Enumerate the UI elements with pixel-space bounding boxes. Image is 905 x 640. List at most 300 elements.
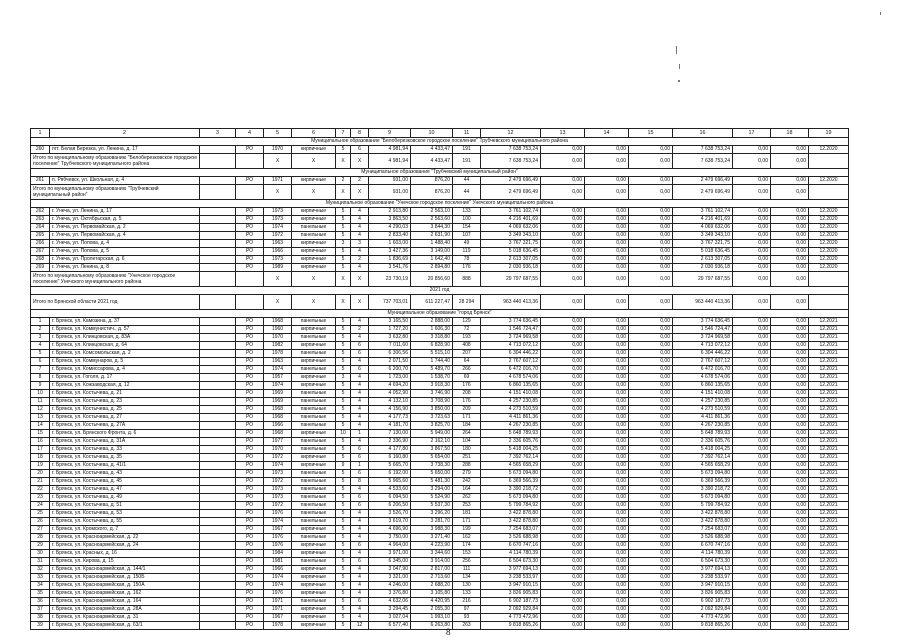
table-cell: кирпичные [292,574,336,582]
table-cell: 4 [351,382,369,390]
table-cell: 20 [31,470,50,478]
table-cell: 4 [351,406,369,414]
table-cell: 5 [336,534,351,542]
table-cell: 1974 [264,462,292,470]
table-cell: 260 [31,146,50,154]
table-cell: 6 [31,358,50,366]
table-cell: X [292,154,336,169]
table-cell: 266 [453,366,481,374]
table-cell: 5 [336,510,351,518]
table-cell: 0,00 [585,177,629,185]
table-cell: 3 [336,240,351,248]
table-cell: 0,00 [541,574,585,582]
table-cell: 5 [336,550,351,558]
table-cell: 97 [453,606,481,614]
table-cell: 1989 [264,264,292,272]
table-cell: РО [236,582,264,590]
table-cell: 7 392 762,14 [673,454,733,462]
table-cell: 0,00 [771,574,809,582]
table-cell: 6 369 566,39 [673,478,733,486]
table-cell: 5 [336,264,351,272]
table-cell: 10 [31,390,50,398]
table-cell: г. Брянск, ул. Костычева, д. 21 [50,390,200,398]
table-cell: 6 [351,146,369,154]
table-cell: 12.2021 [809,398,849,406]
table-cell: 0,00 [541,146,585,154]
table-cell: 29 797 687,55 [673,272,733,287]
table-row [31,382,849,390]
table-cell: 0,00 [541,470,585,478]
table-cell: 0,00 [771,614,809,622]
table-cell: 12.2021 [809,574,849,582]
table-cell: 0,00 [733,422,771,430]
table-cell [200,590,236,598]
table-cell: 1 [31,129,50,138]
table-cell: 8 [351,478,369,486]
table-cell [200,154,236,169]
table-cell: г. Брянск, ул. Клинцовская, д. 83А [50,334,200,342]
table-cell: 888 [453,272,481,287]
table-cell [200,430,236,438]
table-cell: X [264,272,292,287]
table-cell [200,606,236,614]
table-cell: 5 [336,334,351,342]
table-cell: 1976 [264,510,292,518]
table-cell: г. Брянск, ул. Костычева, д. 33 [50,446,200,454]
table-cell: РО [236,146,264,154]
table-cell: 0,00 [585,366,629,374]
table-cell: 0,00 [771,382,809,390]
table-cell: РО [236,566,264,574]
table-cell: 4 181,70 [369,422,411,430]
table-cell: 23 730,19 [369,272,411,287]
table-cell: 0,00 [629,542,673,550]
table-cell: 5 018 636,45 [673,248,733,256]
table-cell: 3 047,90 [369,566,411,574]
table-cell: 20 856,60 [411,272,453,287]
table-cell: 0,00 [771,598,809,606]
table-cell: 0,00 [629,382,673,390]
table-cell: 265 [31,232,50,240]
table-cell: 12.2020 [809,177,849,185]
table-cell: 12.2021 [809,470,849,478]
table-cell: 6 [351,542,369,550]
table-cell: 0,00 [541,342,585,350]
table-cell: 18 [31,454,50,462]
table-cell: РО [236,534,264,542]
table-cell: 0,00 [585,334,629,342]
table-cell: 4 [351,526,369,534]
table-cell: 2021 год [31,287,849,295]
table-cell [200,350,236,358]
table-cell: 0,00 [541,232,585,240]
table-cell: 5 [31,350,50,358]
table-cell: 4 151 410,08 [673,390,733,398]
table-cell: г. Брянск, ул. Кирова, д. 15 [50,558,200,566]
table-cell: 0,00 [629,358,673,366]
table-cell: 3 750,00 [369,534,411,542]
table-row [31,342,849,350]
table-cell: 1974 [264,224,292,232]
table-cell: 0,00 [629,318,673,326]
table-cell: РО [236,502,264,510]
table-cell: 5 [336,366,351,374]
table-cell: 7 392 762,14 [481,454,541,462]
table-cell: РО [236,208,264,216]
table-cell [200,510,236,518]
table-cell: 4 [236,129,264,138]
table-cell: 25 [31,510,50,518]
table-cell: 0,00 [733,446,771,454]
table-cell: 0,00 [585,414,629,422]
table-cell: г. Брянск, ул. Костычева, д. 45 [50,478,200,486]
table-cell: г. Брянск, ул. Костычева, д. 27 [50,414,200,422]
table-cell: г. Брянск, ул. Красноармейская, д. 31 [50,614,200,622]
table-cell [200,256,236,264]
table-cell: 876,20 [411,177,453,185]
table-cell: 0,00 [771,462,809,470]
table-cell: г. Брянск, ул. Гоголя, д. 17 [50,374,200,382]
table-cell: 3 027,04 [369,614,411,622]
table-cell: 12.2021 [809,326,849,334]
table-cell: кирпичные [292,590,336,598]
table-cell: X [351,185,369,200]
table-cell: 12.2021 [809,606,849,614]
table-cell: 3 [351,240,369,248]
table-cell: 3 526 688,98 [481,534,541,542]
table-cell: 5 [336,614,351,622]
table-cell: 2 888,00 [411,318,453,326]
table-cell: 176 [453,264,481,272]
table-cell: РО [236,374,264,382]
table-cell: 3 977 694,13 [481,566,541,574]
table-cell: 6 [351,598,369,606]
table-cell: 261 [31,177,50,185]
table-cell: 5 [336,438,351,446]
table-cell: 12.2021 [809,462,849,470]
table-cell: 4 433,47 [411,146,453,154]
register-table-sheet [30,128,848,630]
table-cell: 5 [336,350,351,358]
table-cell: 0,00 [629,550,673,558]
table-cell: 4 [351,574,369,582]
table-cell: РО [236,454,264,462]
table-cell: 4 052,90 [369,390,411,398]
table-cell: 7 638 753,24 [481,154,541,169]
table-cell: 19 [809,129,849,138]
table-cell: 0,00 [585,614,629,622]
table-cell: 12.2021 [809,446,849,454]
table-cell: 0,00 [629,590,673,598]
table-cell: г. Брянск, ул. Камозина, д. 37 [50,318,200,326]
table-cell: 0,00 [629,256,673,264]
table-cell: г. Унеча, ул. Ленина, д. 8 [50,264,200,272]
table-cell: 2 479 696,49 [673,185,733,200]
table-cell: 0,00 [585,295,629,310]
table-cell: 4 257 230,85 [673,398,733,406]
table-cell: 3 708,90 [411,398,453,406]
table-cell: 12.2021 [809,430,849,438]
table-row [31,470,849,478]
table-cell: панельные [292,486,336,494]
table-cell: РО [236,240,264,248]
table-cell [809,185,849,200]
table-cell: 0,00 [585,550,629,558]
table-cell [200,566,236,574]
table-cell [200,454,236,462]
table-cell: 6 902 187,73 [673,598,733,606]
table-cell: 0,00 [771,566,809,574]
table-cell: 4 [351,582,369,590]
table-row [31,248,849,256]
table-cell: 1981 [264,558,292,566]
table-cell: г. Брянск, ул. Костычева, д. 27А [50,422,200,430]
table-cell: 8 [31,374,50,382]
table-row [31,240,849,248]
table-cell: 2 563,10 [411,208,453,216]
table-cell: 0,00 [541,414,585,422]
table-cell: 0,00 [629,478,673,486]
table-cell: 5 665,70 [369,462,411,470]
table-cell: Муниципальное образование "Трубчевский муниципальный район" [31,169,849,177]
table-cell: 12.2021 [809,494,849,502]
table-cell: 6 306,56 [369,350,411,358]
table-cell: 4 [351,550,369,558]
table-cell: 3 422 878,80 [673,518,733,526]
scan-speck [676,46,677,54]
table-cell: 251 [453,454,481,462]
table-cell: 0,00 [733,185,771,200]
table-cell: 0,00 [733,406,771,414]
table-cell: 199 [453,526,481,534]
table-cell: 0,00 [733,494,771,502]
table-cell: 5 [336,574,351,582]
table-cell: 0,00 [585,526,629,534]
table-cell: 7 130,00 [369,430,411,438]
table-cell: 4 411 861,36 [481,414,541,422]
table-cell: 129 [453,318,481,326]
table-cell: 0,00 [541,398,585,406]
table-cell: 5 648 789,93 [481,430,541,438]
table-row [31,438,849,446]
table-cell: 4 678 574,06 [481,374,541,382]
table-cell [200,582,236,590]
table-cell: 5 [336,542,351,550]
table-cell [200,598,236,606]
table-cell: 253 [453,502,481,510]
table-cell: 7 638 753,24 [673,146,733,154]
table-cell [200,494,236,502]
table-cell: 4 981,94 [369,146,411,154]
table-cell: 1968 [264,414,292,422]
table-row [31,422,849,430]
table-cell: 0,00 [771,582,809,590]
table-cell: 1973 [264,494,292,502]
table-cell: 69 [453,374,481,382]
table-cell: 0,00 [771,518,809,526]
table-cell: 0,00 [541,526,585,534]
table-cell: 0,00 [771,558,809,566]
table-cell: 267 [31,248,50,256]
table-cell: панельные [292,534,336,542]
table-cell: 4 773 472,96 [673,614,733,622]
table-cell: 1968 [264,318,292,326]
table-cell: 0,00 [629,406,673,414]
table-cell: 0,00 [771,358,809,366]
table-cell: 1966 [264,566,292,574]
table-cell: 12.2021 [809,558,849,566]
table-cell: 7 [336,129,351,138]
table-cell: 4 [351,374,369,382]
table-cell: 0,00 [585,154,629,169]
table-cell: 0,00 [585,606,629,614]
table-cell: 4 114 780,39 [673,550,733,558]
table-cell [200,534,236,542]
table-cell: 5 [336,526,351,534]
table-body [31,129,849,630]
table-cell: 0,00 [771,486,809,494]
table-cell: 10 [336,430,351,438]
table-cell: г. Брянск, ул. Красноармейская, д. 144/1 [50,566,200,574]
table-cell: 104 [453,438,481,446]
table-cell: 0,00 [629,177,673,185]
table-cell [200,390,236,398]
table-cell: 0,00 [733,454,771,462]
table-cell: 4 216 401,69 [673,216,733,224]
table-cell: 2 713,60 [411,574,453,582]
table-cell: 4 216 401,69 [481,216,541,224]
table-cell: 2 [351,177,369,185]
table-cell: г. Брянск, ул. Брянского Фронта, д. 6 [50,430,200,438]
table-cell: 5 [336,606,351,614]
table-cell: 7 638 753,24 [673,154,733,169]
table-cell: 5 [336,470,351,478]
table-cell: 0,00 [733,264,771,272]
table-row [31,216,849,224]
table-cell: 29 [31,542,50,550]
table-cell: 3 344,60 [411,550,453,558]
table-cell: 4 290,03 [369,224,411,232]
table-cell: 0,00 [541,614,585,622]
table-cell: 0,00 [733,534,771,542]
table-cell [236,154,264,169]
table-cell: г. Брянск, ул. Костычева, д. 25 [50,406,200,414]
table-cell: 3 867,50 [411,446,453,454]
table-cell: 0,00 [585,510,629,518]
table-cell: 4 696,90 [369,526,411,534]
table-cell: 18 [771,129,809,138]
table-cell: 12.2021 [809,366,849,374]
table-cell [200,326,236,334]
table-cell: 5 [336,598,351,606]
table-cell: 876,20 [411,185,453,200]
table-cell: 0,00 [771,422,809,430]
table-cell: X [351,295,369,310]
table-cell: 1974 [264,574,292,582]
table-cell: 0,00 [771,264,809,272]
table-cell: 6 [351,502,369,510]
table-cell: РО [236,470,264,478]
table-cell: 17 [733,129,771,138]
table-cell: 0,00 [733,248,771,256]
table-cell: 5 [336,590,351,598]
table-cell: 191 [453,146,481,154]
table-row [31,526,849,534]
table-cell: 3 977 694,13 [673,566,733,574]
table-cell: 171 [453,414,481,422]
table-cell: 3 738,30 [411,462,453,470]
table-cell: 4 533,60 [369,486,411,494]
table-cell: 4 964,00 [369,542,411,550]
table-cell: 5 [336,454,351,462]
table-cell: 6 828,90 [411,342,453,350]
table-row [31,582,849,590]
table-cell: 64 [453,358,481,366]
table-cell: 49 [453,240,481,248]
table-cell: 5 [336,422,351,430]
table-row [31,177,849,185]
table-cell: 12.2021 [809,334,849,342]
table-cell: 262 [453,494,481,502]
table-cell: 35 [31,590,50,598]
table-cell: 0,00 [733,598,771,606]
table-cell: 0,00 [733,334,771,342]
table-cell: 1969 [264,390,292,398]
table-cell: г. Брянск, ул. Кожзаводская, д. 12 [50,382,200,390]
table-cell: 0,00 [585,326,629,334]
table-cell: 3 422 878,80 [481,518,541,526]
table-cell: 2 [351,326,369,334]
table-cell: 0,00 [733,224,771,232]
table-row [31,622,849,630]
table-cell: 2 030 936,18 [481,264,541,272]
table-cell: 263 [453,622,481,630]
table-cell: 0,00 [629,614,673,622]
table-cell: 262 [31,208,50,216]
table-cell: 0,00 [585,478,629,486]
section-heading-row [31,200,849,208]
table-cell [200,342,236,350]
table-cell: 3 427,36 [369,248,411,256]
table-cell: 0,00 [541,358,585,366]
table-cell: кирпичные [292,430,336,438]
table-cell: 0,00 [733,430,771,438]
table-cell: 4 273 510,59 [481,406,541,414]
table-cell: 3 321,00 [369,574,411,582]
table-cell: 78 [453,256,481,264]
table-cell: X [336,272,351,287]
scan-speck [880,12,881,15]
table-cell: панельные [292,502,336,510]
table-cell [200,414,236,422]
table-cell: 6 902 187,73 [481,598,541,606]
table-cell [809,154,849,169]
table-cell: 0,00 [629,366,673,374]
table-cell: кирпичные [292,216,336,224]
table-cell: РО [236,518,264,526]
table-cell: панельные [292,366,336,374]
table-cell: 5 [336,582,351,590]
table-cell: 7 254 683,07 [673,526,733,534]
table-cell: 1969 [264,398,292,406]
table-cell: РО [236,326,264,334]
table-cell: 5 [336,232,351,240]
table-cell: г. Брянск, ул. Костычева, д. 51 [50,502,200,510]
table-cell: панельные [292,518,336,526]
table-cell: 207 [453,350,481,358]
table-cell: 4 [351,614,369,622]
table-cell: 0,00 [541,542,585,550]
